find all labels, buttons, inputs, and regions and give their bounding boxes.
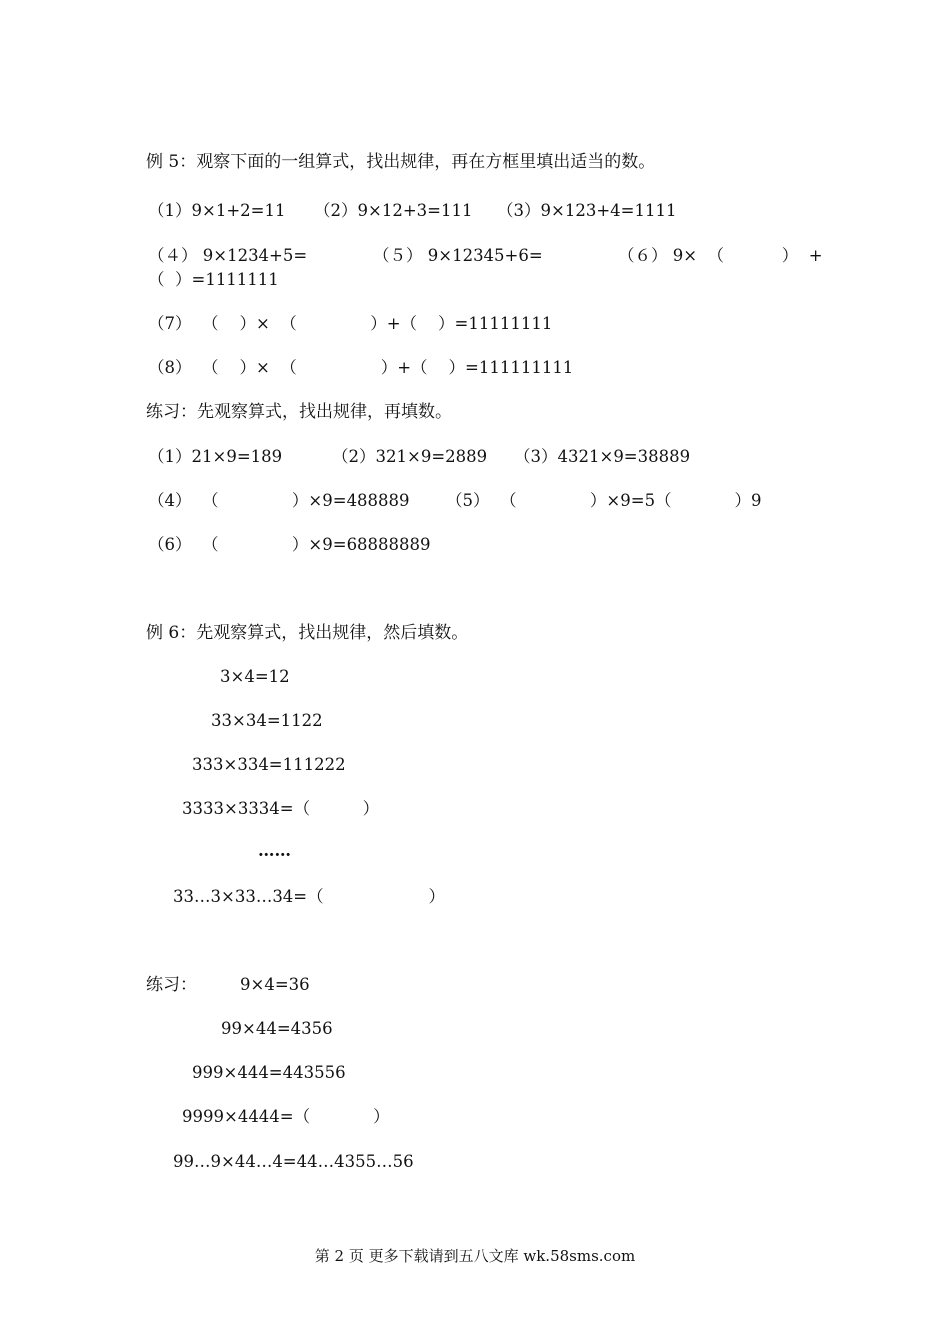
practice2-label: 练习： bbox=[146, 975, 197, 995]
example5-item-6-continued: （ ）=1111111 bbox=[148, 270, 279, 289]
example5-item-5: （５） 9×12345+6= bbox=[373, 246, 543, 265]
practice2-line-1: 9×4=36 bbox=[240, 975, 310, 994]
example6-line-3: 333×334=111222 bbox=[192, 755, 346, 774]
practice1-item-1: （1）21×9=189 bbox=[148, 447, 283, 466]
page-footer: 第 2 页 更多下载请到五八文库 wk.58sms.com bbox=[314, 1247, 636, 1265]
practice2-line-5: 99…9×44…4=44…4355…56 bbox=[173, 1152, 414, 1171]
example6-title: 例 6：先观察算式，找出规律，然后填数。 bbox=[146, 623, 469, 643]
example5-item-3: （3）9×123+4=1111 bbox=[497, 201, 677, 220]
practice1-item-6: （6） （ ）×9=68888889 bbox=[148, 535, 431, 554]
practice2-line-4: 9999×4444=（ ） bbox=[182, 1107, 390, 1126]
example5-item-1: （1）9×1+2=11 bbox=[148, 201, 286, 220]
practice1-title: 练习：先观察算式，找出规律，再填数。 bbox=[146, 402, 452, 422]
practice2-line-2: 99×44=4356 bbox=[221, 1019, 333, 1038]
example6-line-1: 3×4=12 bbox=[220, 667, 290, 686]
practice1-item-2: （2）321×9=2889 bbox=[332, 447, 488, 466]
example5-item-8: （8） （ ）× （ ）+（ ）=111111111 bbox=[148, 358, 574, 377]
example6-ellipsis: …… bbox=[258, 841, 291, 860]
practice1-item-3: （3）4321×9=38889 bbox=[514, 447, 691, 466]
example5-item-7: （7） （ ）× （ ）+（ ）=11111111 bbox=[148, 314, 553, 333]
practice1-item-5: （5） （ ）×9=5（ ）9 bbox=[446, 491, 762, 510]
practice2-line-3: 999×444=443556 bbox=[192, 1063, 346, 1082]
example5-item-2: （2）9×12+3=111 bbox=[314, 201, 473, 220]
example6-line-6: 33…3×33…34=（ ） bbox=[173, 887, 446, 906]
example6-line-4: 3333×3334=（ ） bbox=[182, 799, 380, 818]
example6-line-2: 33×34=1122 bbox=[211, 711, 323, 730]
example5-item-6: （６） 9× （ ） + bbox=[618, 246, 823, 265]
practice1-item-4: （4） （ ）×9=488889 bbox=[148, 491, 410, 510]
example5-title: 例 5：观察下面的一组算式，找出规律，再在方框里填出适当的数。 bbox=[146, 152, 656, 172]
example5-item-4: （４） 9×1234+5= bbox=[148, 246, 308, 265]
